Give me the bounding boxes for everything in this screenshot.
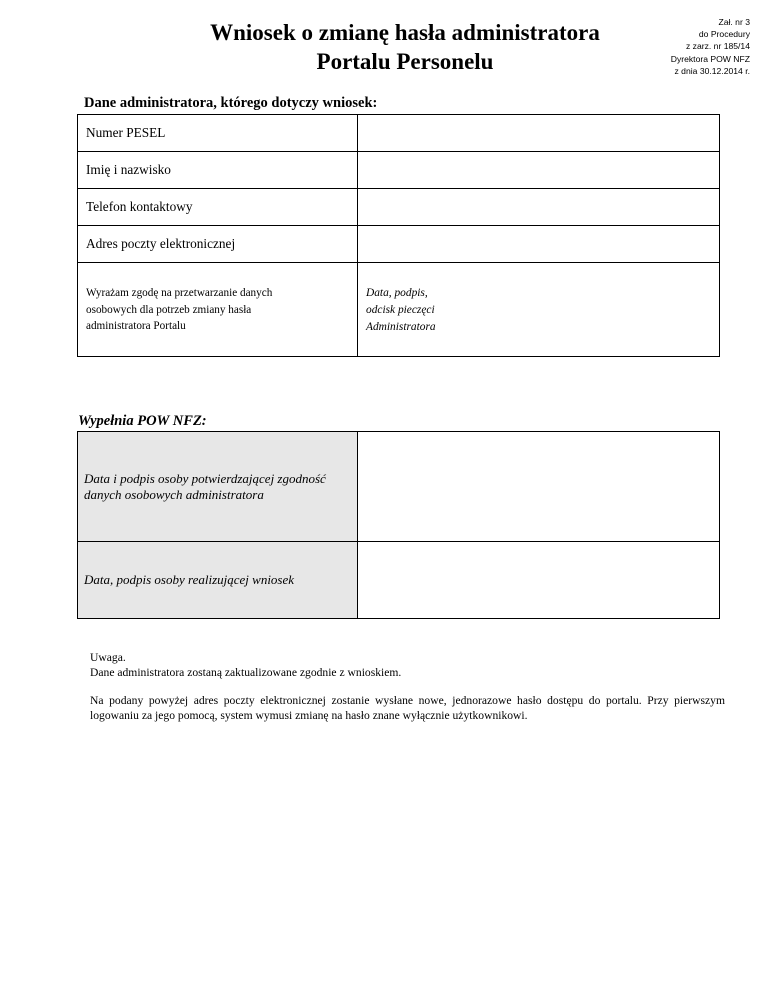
title-line-1: Wniosek o zmianę hasła administratora: [210, 20, 600, 45]
processor-signature-field[interactable]: [358, 542, 720, 619]
pesel-label: Numer PESEL: [78, 115, 358, 152]
note-update-text: Dane administratora zostaną zaktualizowane zgodnie z wnioskiem.: [90, 665, 402, 679]
verification-signature-field[interactable]: [358, 432, 720, 542]
table-row: [78, 263, 720, 357]
signature-hint-line: Administratora: [366, 321, 436, 333]
consent-line: administratora Portalu: [86, 320, 186, 332]
consent-line: Wyrażam zgodę na przetwarzanie danych: [86, 287, 273, 299]
phone-field[interactable]: [358, 189, 720, 226]
admin-signature-field[interactable]: [358, 263, 720, 357]
attachment-line: Zał. nr 3: [718, 17, 750, 27]
attachment-line: z zarz. nr 185/14: [685, 41, 750, 52]
attachment-line: z dnia 30.12.2014 r.: [674, 65, 750, 76]
admin-section-heading: Dane administratora, którego dotyczy wniosek:: [84, 95, 378, 111]
title-line-2: Portalu Personelu: [316, 49, 494, 74]
verification-label-line: Data i podpis osoby potwierdzającej zgodność: [84, 470, 326, 486]
table-row: [78, 115, 720, 152]
consent-line: osobowych dla potrzeb zmiany hasła: [86, 303, 252, 316]
consent-statement: [78, 263, 358, 357]
note-password-text: Na podany powyżej adres poczty elektronicznej zostanie wysłane nowe, jednorazowe hasło dostępu do portalu. Przy pierwszym logowaniu za jego pomocą, system wymusi zmianę na hasło znane wyłącznie użytkownikowi.: [90, 694, 725, 722]
table-row: [78, 432, 720, 542]
attachment-note: [671, 16, 750, 77]
signature-hint-line: odcisk pieczęci: [366, 304, 435, 316]
admin-data-table: [77, 114, 720, 357]
processor-label: [78, 542, 358, 619]
name-label: Imię i nazwisko: [78, 152, 358, 189]
document-title: [150, 18, 660, 76]
name-field[interactable]: [358, 152, 720, 189]
attachment-line: Dyrektora POW NFZ: [670, 53, 750, 64]
table-row: [78, 152, 720, 189]
pesel-field[interactable]: [358, 115, 720, 152]
signature-hint-line: Data, podpis,: [366, 287, 428, 299]
phone-label: Telefon kontaktowy: [78, 189, 358, 226]
verification-label: [78, 432, 358, 542]
attachment-line: do Procedury: [698, 29, 750, 40]
table-row: [78, 189, 720, 226]
note-title: Uwaga.: [90, 651, 126, 664]
email-label: Adres poczty elektronicznej: [78, 226, 358, 263]
pow-section-heading: Wypełnia POW NFZ:: [78, 413, 207, 429]
table-row: [78, 542, 720, 619]
processor-label-line: Data, podpis osoby realizującej wniosek: [84, 572, 295, 587]
table-row: [78, 226, 720, 263]
notes-block: [90, 651, 725, 723]
email-field[interactable]: [358, 226, 720, 263]
verification-label-line: danych osobowych administratora: [84, 486, 264, 502]
pow-table: [77, 431, 720, 619]
